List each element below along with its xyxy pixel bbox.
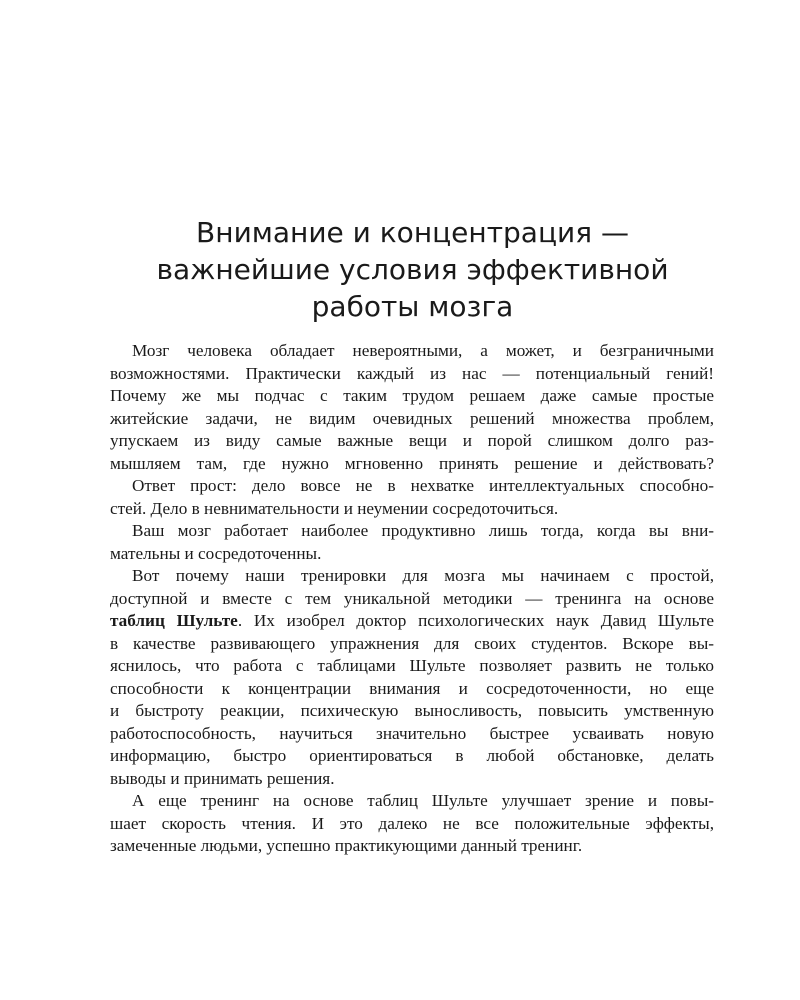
text-line: упускаем из виду самые важные вещи и порой слишком долго раз-: [110, 431, 714, 450]
text-fragment: . Их изобрел доктор психологических наук Давид Шульте: [237, 611, 714, 630]
text-line-with-bold: [110, 610, 714, 633]
text-line: Ваш мозг работает наиболее продуктивно лишь тогда, когда вы вни-: [132, 521, 714, 540]
paragraph-1: [110, 340, 714, 475]
text-line: Мозг человека обладает невероятными, а может, и безграничными: [132, 341, 714, 360]
text-line: способности к концентрации внимания и сосредоточенности, но еще: [110, 678, 714, 698]
text-line: замеченные людьми, успешно практикующими данный тренинг.: [110, 836, 583, 855]
text-line: мательны и сосредоточенны.: [110, 543, 322, 563]
heading-line: важнейшие условия эффективной: [156, 253, 669, 286]
text-line: житейские задачи, не видим очевидных решений множества проблем,: [110, 408, 714, 428]
text-line: выводы и принимать решения.: [110, 768, 335, 788]
bold-term: таблиц Шульте: [110, 611, 238, 630]
text-line: Вот почему наши тренировки для мозга мы начинаем с простой,: [132, 566, 714, 585]
text-line: яснилось, что работа с таблицами Шульте позволяет развить не только: [110, 656, 714, 675]
paragraph-3: [110, 520, 714, 565]
paragraph-4: [110, 565, 714, 790]
chapter-heading: [110, 214, 715, 325]
text-line: А еще тренинг на основе таблиц Шульте улучшает зрение и повы-: [132, 791, 714, 810]
text-line: информацию, быстро ориентироваться в любой обстановке, делать: [110, 746, 714, 765]
text-line: шает скорость чтения. И это далеко не все положительные эффекты,: [110, 813, 714, 833]
text-line: стей. Дело в невнимательности и неумении сосредоточиться.: [110, 498, 559, 518]
paragraph-2: [110, 475, 714, 520]
text-line: Ответ прост: дело вовсе не в нехватке интеллектуальных способно-: [132, 476, 714, 495]
heading-line: Внимание и концентрация —: [196, 216, 629, 249]
body-text: [110, 340, 714, 858]
text-line: и быстроту реакции, психическую выносливость, повысить умственную: [110, 701, 714, 720]
text-line: в качестве развивающего упражнения для своих студентов. Вскоре вы-: [110, 633, 714, 653]
text-line: работоспособность, научиться значительно быстрее усваивать новую: [110, 723, 714, 743]
paragraph-5: [110, 790, 714, 858]
text-line: возможностями. Практически каждый из нас — потенциальный гений!: [110, 363, 714, 383]
text-line: доступной и вместе с тем уникальной методики — тренинга на основе: [110, 588, 714, 608]
heading-line: работы мозга: [311, 290, 514, 323]
text-line: Почему же мы подчас с таким трудом решаем даже самые простые: [110, 386, 714, 405]
text-line: мышляем там, где нужно мгновенно принять решение и действовать?: [110, 453, 714, 473]
